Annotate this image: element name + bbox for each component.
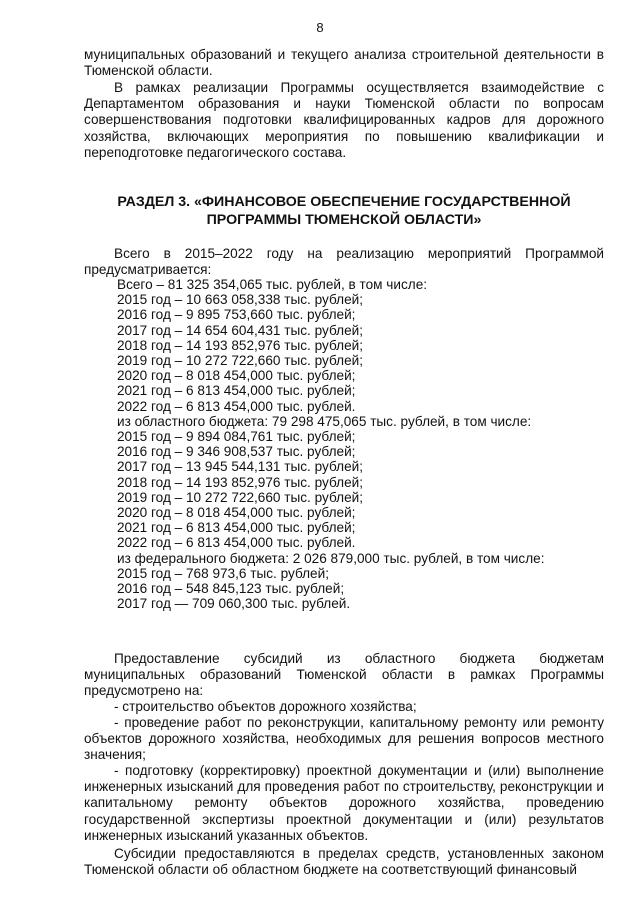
- paragraph-7: - подготовку (корректировку) проектной документации и (или) выполнение инженерных изысканий для проведения работ по строительству, реконструкции и капитальному ремонту объектов дорожного хозяйства, проведению государственной экспертизы проектной документации и (или) результатов инженерных изысканий указанных объектов.: [84, 763, 604, 843]
- funding-line: 2018 год – 14 193 852,976 тыс. рублей;: [117, 474, 363, 490]
- funding-line: 2021 год – 6 813 454,000 тыс. рублей;: [117, 383, 356, 399]
- funding-line: 2022 год – 6 813 454,000 тыс. рублей.: [117, 398, 356, 414]
- paragraph-2: В рамках реализации Программы осуществляется взаимодействие с Департаментом образования и науки Тюменской области по вопросам совершенствования подготовки квалифицированных кадров для дорожного хозяйства, включающих мероприятия по повышению квалификации и переподготовке педагогического состава.: [84, 80, 604, 160]
- paragraph-8: Субсидии предоставляются в пределах средств, установленных законом Тюменской области об областном бюджете на соответствующий финансовый: [84, 846, 604, 878]
- funding-line: 2016 год – 9 895 753,660 тыс. рублей;: [117, 307, 356, 323]
- funding-line: 2017 год – 13 945 544,131 тыс. рублей;: [117, 459, 363, 475]
- section-heading: [84, 193, 604, 229]
- funding-line: 2015 год – 768 973,6 тыс. рублей;: [117, 565, 329, 581]
- funding-line: 2021 год – 6 813 454,000 тыс. рублей;: [117, 520, 356, 536]
- funding-line: 2020 год – 8 018 454,000 тыс. рублей;: [117, 505, 356, 521]
- page-number: 8: [316, 20, 324, 35]
- paragraph-5: - строительство объектов дорожного хозяйства;: [114, 699, 417, 714]
- funding-line: 2022 год – 6 813 454,000 тыс. рублей.: [117, 535, 356, 551]
- section-heading-line-2: ПРОГРАММЫ ТЮМЕНСКОЙ ОБЛАСТИ»: [206, 212, 482, 228]
- paragraph-3: Всего в 2015–2022 году на реализацию мероприятий Программой предусматривается:: [84, 246, 604, 278]
- paragraph-1: муниципальных образований и текущего анализа строительной деятельности в Тюменской области.: [84, 47, 604, 79]
- funding-list: [117, 277, 544, 611]
- paragraph-4: Предоставление субсидий из областного бюджета бюджетам муниципальных образований Тюменской области в рамках Программы предусмотрено на:: [84, 651, 604, 699]
- funding-line: из областного бюджета: 79 298 475,065 тыс. рублей, в том числе:: [117, 413, 532, 429]
- funding-line: 2015 год – 9 894 084,761 тыс. рублей;: [117, 429, 356, 445]
- funding-line: 2020 год – 8 018 454,000 тыс. рублей;: [117, 368, 356, 384]
- funding-line: 2016 год – 9 346 908,537 тыс. рублей;: [117, 444, 356, 460]
- funding-line: 2019 год – 10 272 722,660 тыс. рублей;: [117, 489, 363, 505]
- funding-line: 2018 год – 14 193 852,976 тыс. рублей;: [117, 337, 363, 353]
- funding-line: 2017 год – 14 654 604,431 тыс. рублей;: [117, 322, 363, 338]
- funding-line: 2015 год – 10 663 058,338 тыс. рублей;: [117, 292, 363, 308]
- paragraph-6: - проведение работ по реконструкции, капитальному ремонту или ремонту объектов дорожного хозяйства, необходимых для решения вопросов местного значения;: [84, 715, 604, 763]
- funding-line: 2017 год — 709 060,300 тыс. рублей.: [117, 596, 351, 612]
- funding-line: из федерального бюджета: 2 026 879,000 тыс. рублей, в том числе:: [117, 550, 545, 566]
- section-heading-line-1: РАЗДЕЛ 3. «ФИНАНСОВОЕ ОБЕСПЕЧЕНИЕ ГОСУДАРСТВЕННОЙ: [117, 194, 571, 210]
- funding-line: Всего – 81 325 354,065 тыс. рублей, в том числе:: [117, 277, 428, 292]
- funding-line: 2016 год – 548 845,123 тыс. рублей;: [117, 581, 345, 597]
- funding-line: 2019 год – 10 272 722,660 тыс. рублей;: [117, 353, 363, 369]
